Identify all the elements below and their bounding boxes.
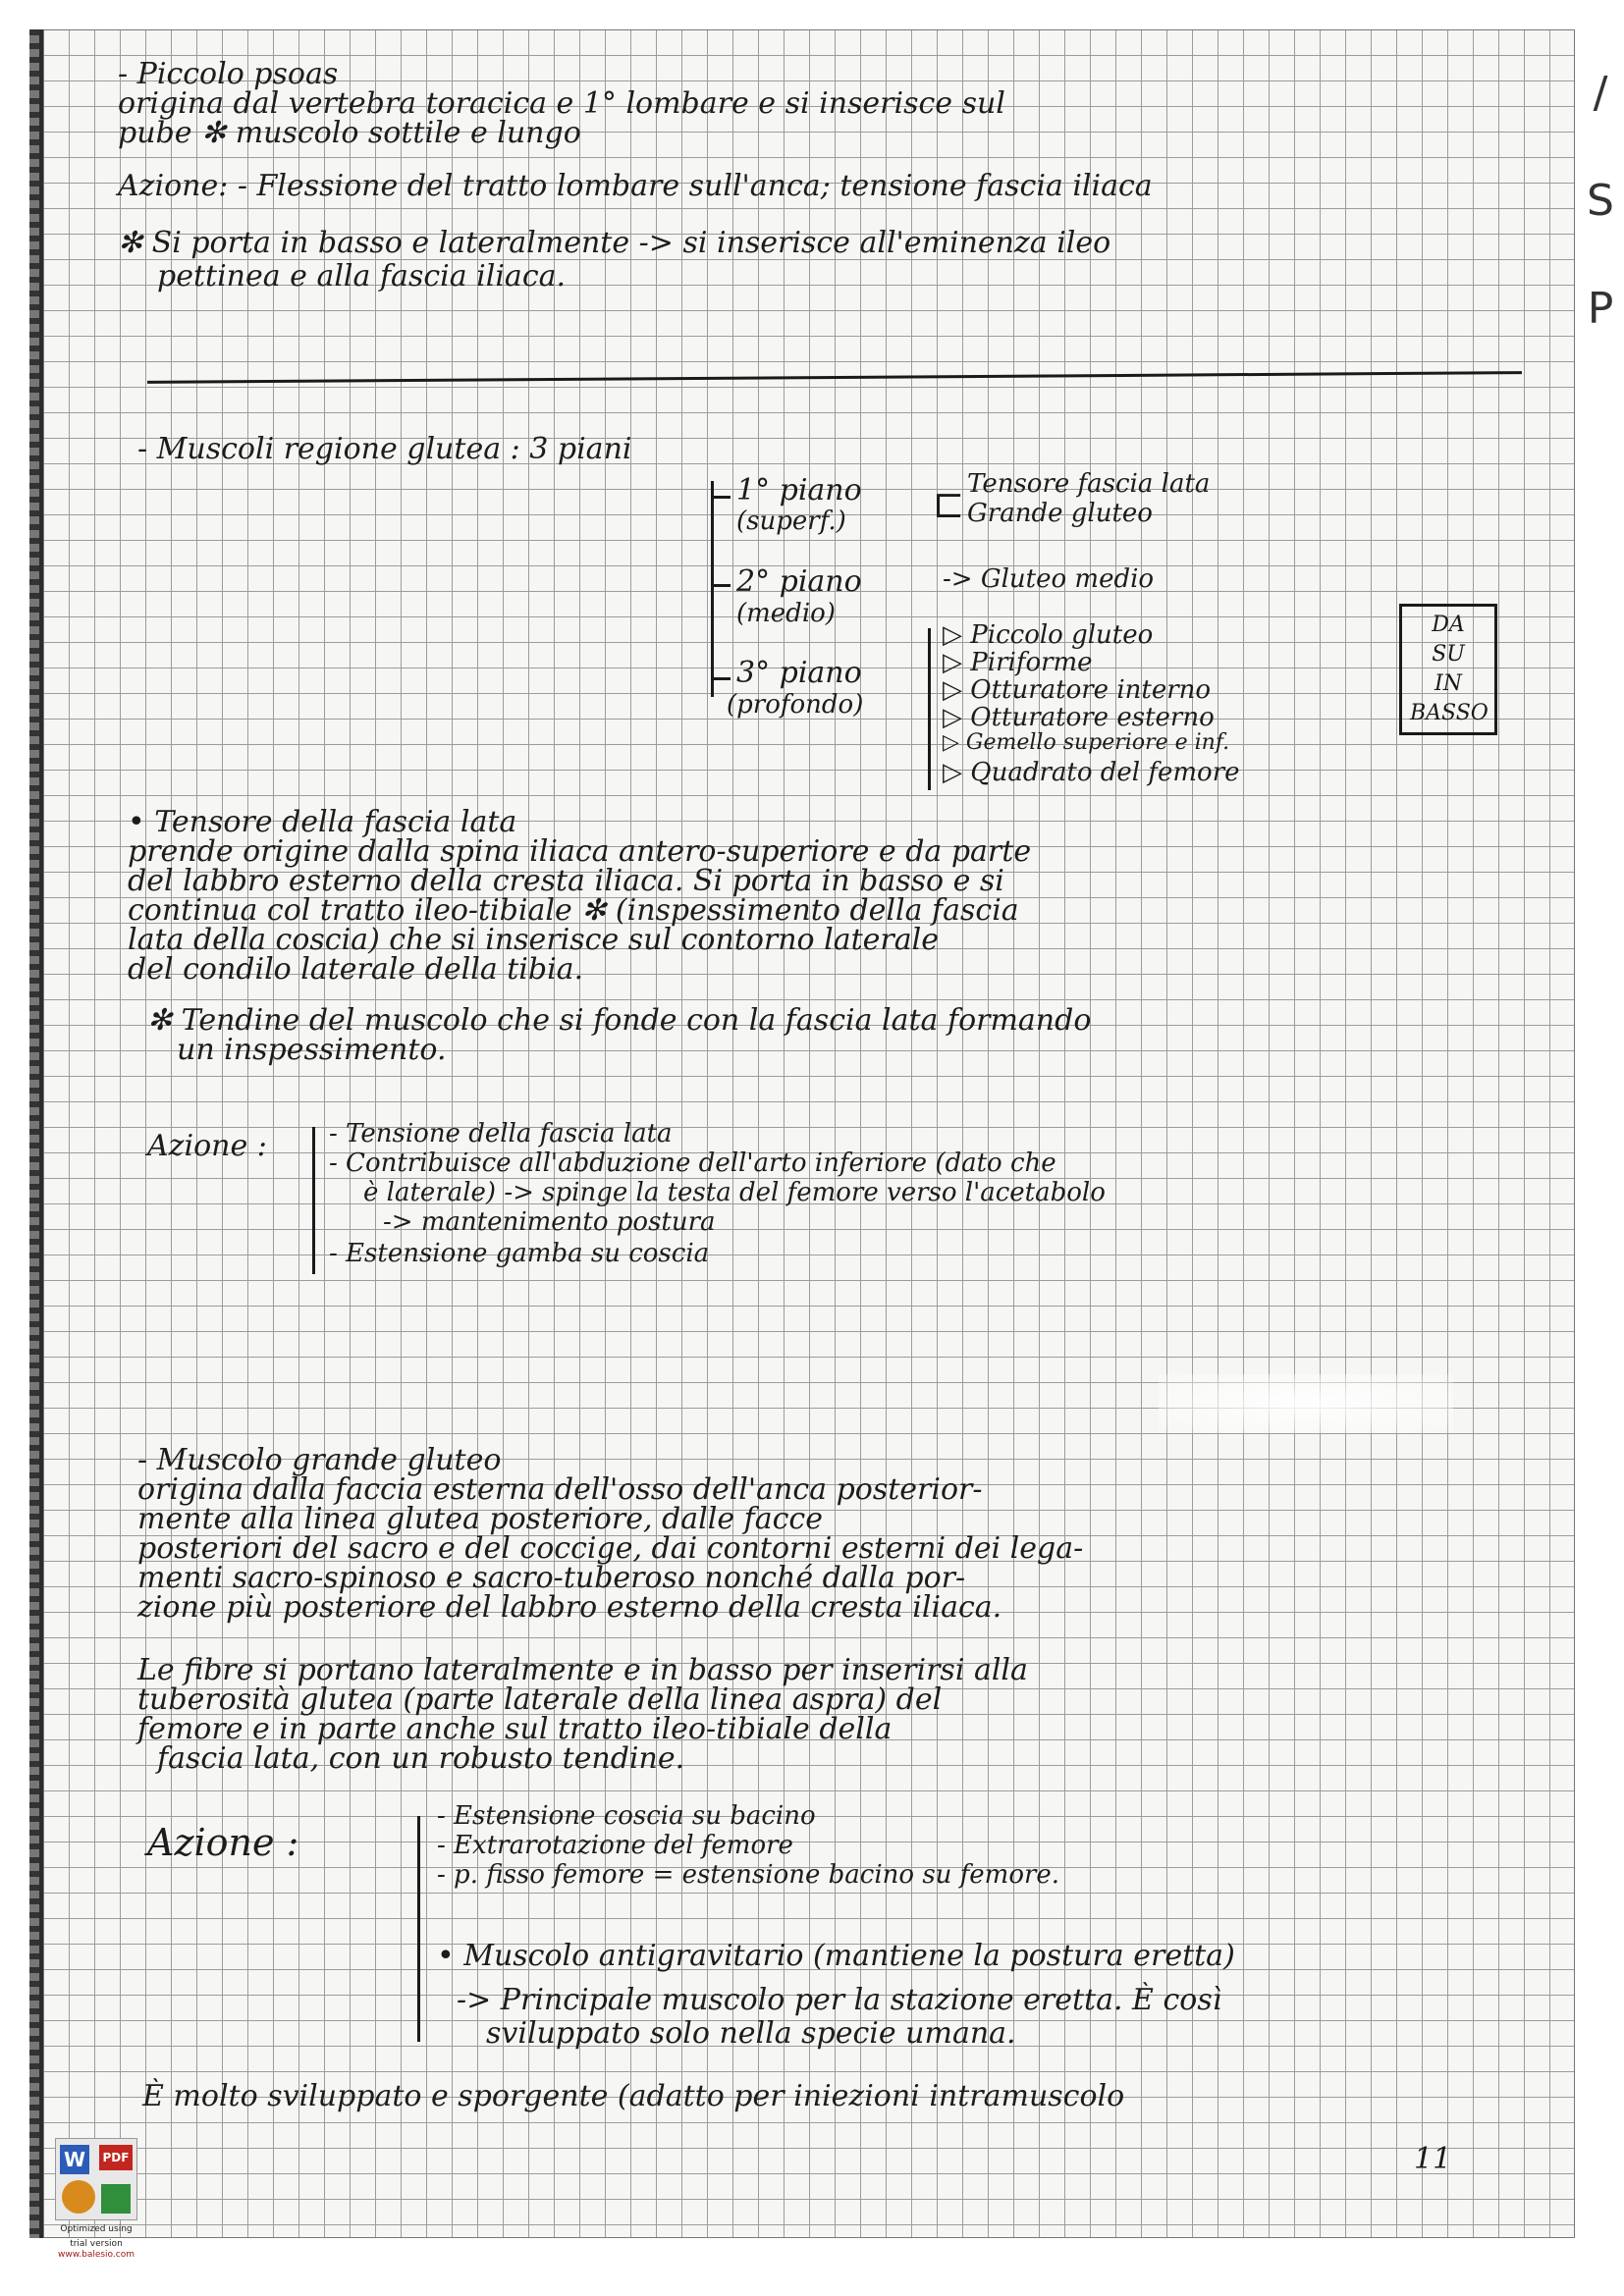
section4-line: menti sacro-spinoso e sacro-tuberoso nonché dalla por- (137, 1561, 966, 1595)
azione-item: - Contribuisce all'abduzione dell'arto inferiore (dato che (329, 1148, 1056, 1178)
plane-label: 1° piano (736, 473, 862, 507)
section4-line: femore e in parte anche sul tratto ileo-tibiale della (137, 1712, 893, 1746)
brace-glyph: ⊏ (933, 483, 965, 526)
section4-line: Le fibre si portano lateralmente e in basso per inserirsi alla (137, 1653, 1028, 1687)
direction-note (1399, 604, 1497, 735)
section1-line: ✻ Si porta in basso e lateralmente -> si inserisce all'eminenza ileo (118, 226, 1111, 260)
watermark-caption: Optimized using (60, 2224, 133, 2234)
powerpoint-icon (62, 2180, 95, 2214)
azione-label: Azione : (147, 1129, 267, 1163)
deep-muscle-name: Otturatore esterno (970, 703, 1215, 732)
section4-line: - Muscolo grande gluteo (137, 1443, 502, 1477)
bracket-tick (711, 584, 731, 587)
section3-line: un inspessimento. (177, 1033, 447, 1067)
planes-bracket (711, 481, 714, 697)
section2-heading: - Muscoli regione glutea : 3 piani (137, 432, 632, 466)
plane-label: 3° piano (736, 656, 862, 690)
azione-item: -> mantenimento postura (383, 1207, 716, 1237)
direction-note-word: SU (1432, 642, 1465, 667)
section3-line: del condilo laterale della tibia. (128, 952, 584, 987)
azione-item: - Estensione gamba su coscia (329, 1239, 710, 1268)
section1-line: pube ✻ muscolo sottile e lungo (118, 116, 581, 150)
direction-note-word: IN (1435, 671, 1462, 696)
section1-line: pettinea e alla fascia iliaca. (157, 259, 567, 294)
page-edge-letters (1581, 39, 1620, 628)
watermark-caption: trial version (70, 2239, 123, 2249)
bracket-tick (711, 677, 731, 680)
direction-note-word: DA (1432, 613, 1465, 637)
azione-item: - Estensione coscia su bacino (437, 1801, 816, 1831)
muscle-list-line (928, 628, 931, 790)
plane-muscle: -> Gluteo medio (943, 564, 1155, 594)
section3-line: ✻ Tendine del muscolo che si fonde con la fascia lata formando (147, 1003, 1092, 1038)
azione-label: Azione : (147, 1821, 299, 1864)
deep-muscle: ▷ Piriforme (943, 648, 1093, 677)
plane-muscle: Tensore fascia lata (967, 469, 1211, 499)
document-converter-icon (55, 2138, 137, 2220)
deep-muscle: ▷ Otturatore esterno (943, 703, 1215, 732)
bracket-tick (711, 496, 731, 499)
plane-sublabel: (medio) (736, 599, 836, 628)
section3-line: • Tensore della fascia lata (128, 805, 517, 839)
section1-line: - Piccolo psoas (118, 57, 339, 91)
section1-line: Azione: - Flessione del tratto lombare sull'anca; tensione fascia iliaca (118, 169, 1153, 203)
eraser-smudge (1159, 1374, 1453, 1433)
section3-line: lata della coscia) che si inserisce sul contorno laterale (128, 923, 940, 957)
edge-letter: S (1587, 176, 1614, 226)
antigravity-line: -> Principale muscolo per la stazione eretta. È così (457, 1983, 1222, 2017)
deep-muscle: ▷ Otturatore interno (943, 675, 1212, 705)
deep-muscle: ▷ Piccolo gluteo (943, 620, 1154, 650)
azione-item: - Extrarotazione del femore (437, 1831, 793, 1860)
watermark-url: www.balesio.com (57, 2250, 135, 2260)
azione-item: è laterale) -> spinge la testa del femore verso l'acetabolo (363, 1178, 1106, 1207)
antigravity-line: • Muscolo antigravitario (mantiene la postura eretta) (437, 1939, 1235, 1973)
notebook-page (39, 29, 1575, 2238)
section3-line: del labbro esterno della cresta iliaca. Si porta in basso e si (128, 864, 1004, 898)
deep-muscle-name: Piccolo gluteo (970, 620, 1154, 650)
azione-bracket (417, 1816, 420, 2042)
deep-muscle: ▷ Quadrato del femore (943, 758, 1240, 787)
section1-line: origina dal vertebra toracica e 1° lombare e si inserisce sul (118, 86, 1005, 121)
plane-label: 2° piano (736, 564, 862, 599)
section4-line: mente alla linea glutea posteriore, dalle facce (137, 1502, 823, 1536)
plane-sublabel: (superf.) (736, 507, 846, 536)
deep-muscle-name: Otturatore interno (970, 675, 1212, 705)
final-line: È molto sviluppato e sporgente (adatto per iniezioni intramuscolo (142, 2079, 1125, 2113)
section4-line: fascia lata, con un robusto tendine. (157, 1741, 685, 1776)
section4-line: zione più posteriore del labbro esterno della cresta iliaca. (137, 1590, 1002, 1625)
section3-line: continua col tratto ileo-tibiale ✻ (inspessimento della fascia (128, 893, 1019, 928)
deep-muscle-name: Quadrato del femore (970, 758, 1240, 787)
section4-line: posteriori del sacro e del coccige, dai contorni esterni dei lega- (137, 1531, 1084, 1566)
azione-item: - p. fisso femore = estensione bacino su femore. (437, 1860, 1060, 1890)
azione-bracket (312, 1127, 315, 1274)
direction-note-word: BASSO (1410, 701, 1489, 725)
pdf-icon: PDF (99, 2145, 133, 2170)
plane-muscle: Grande gluteo (967, 499, 1153, 528)
plane-sublabel: (profondo) (727, 690, 864, 720)
deep-muscle-name: Gemello superiore e inf. (965, 730, 1230, 755)
azione-item: - Tensione della fascia lata (329, 1119, 673, 1148)
section3-line: prende origine dalla spina iliaca antero-superiore e da parte (128, 834, 1032, 869)
section4-line: tuberosità glutea (parte laterale della linea aspra) del (137, 1682, 943, 1717)
optimizer-watermark (47, 2138, 145, 2283)
edge-letter: P (1587, 284, 1614, 334)
section4-line: origina dalla faccia esterna dell'osso dell'anca posterior- (137, 1472, 983, 1507)
deep-muscle-name: Piriforme (970, 648, 1093, 677)
page-number: 11 (1414, 2142, 1452, 2176)
edge-letter: / (1593, 68, 1608, 118)
excel-icon (101, 2184, 131, 2214)
deep-muscle: ▷ Gemello superiore e inf. (943, 730, 1230, 755)
antigravity-line: sviluppato solo nella specie umana. (486, 2016, 1016, 2051)
word-icon: W (60, 2145, 89, 2174)
